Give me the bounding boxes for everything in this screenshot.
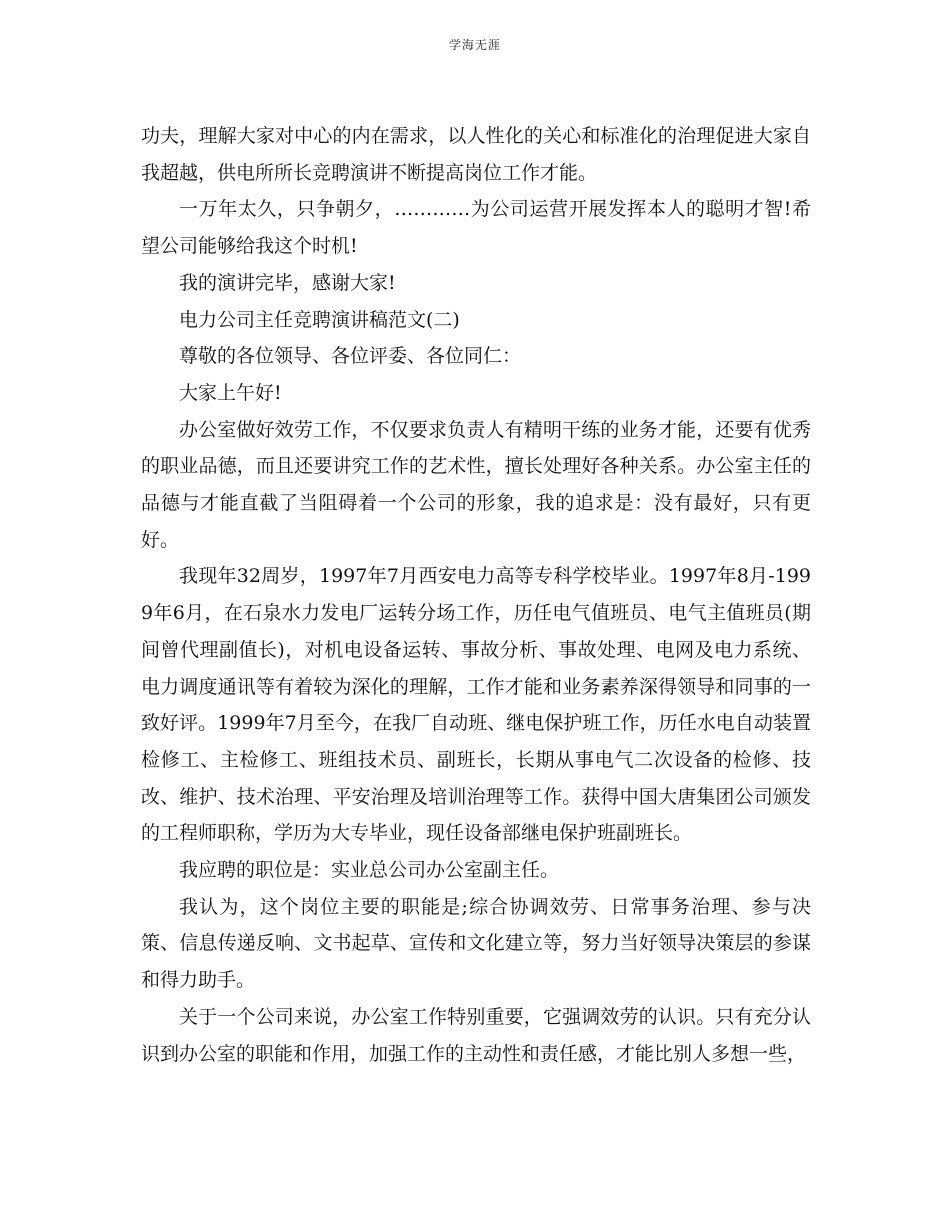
document-body xyxy=(141,118,811,1072)
paragraph: 办公室做好效劳工作，不仅要求负责人有精明干练的业务才能，还要有优秀的职业品德，而且还要讲究工作的艺术性，擅长处理好各种关系。办公室主任的品德与才能直截了当阻碍着一个公司的形象，我的追求是：没有最好，只有更好。 xyxy=(141,418,811,551)
page-header: 学海无涯 xyxy=(448,38,501,52)
paragraph: 我的演讲完毕，感谢大家! xyxy=(179,271,396,294)
paragraph: 电力公司主任竞聘演讲稿范文(二) xyxy=(179,308,460,331)
paragraph: 我现年32周岁，1997年7月西安电力高等专科学校毕业。1997年8月-1999年6月，在石泉水力发电厂运转分场工作，历任电气值班员、电气主值班员(期间曾代理副值长)，对机电设备运转、事故分析、事故处理、电网及电力系统、电力调度通讯等有着较为深化的理解，工作才能和业务素养深得领导和同事的一致好评。1999年7月至今，在我厂自动班、继电保护班工作，历任水电自动装置检修工、主检修工、班组技术员、副班长，长期从事电气二次设备的检修、技改、维护、技术治理、平安治理及培训治理等工作。获得中国大唐集团公司颁发的工程师职称，学历为大专毕业，现任设备部继电保护班副班长。 xyxy=(141,565,811,845)
paragraph: 关于一个公司来说，办公室工作特别重要，它强调效劳的认识。只有充分认识到办公室的职能和作用，加强工作的主动性和责任感，才能比别人多想一些， xyxy=(141,1005,811,1065)
paragraph: 尊敬的各位领导、各位评委、各位同仁： xyxy=(179,345,522,368)
paragraph: 我应聘的职位是：实业总公司办公室副主任。 xyxy=(179,859,560,882)
paragraph: 大家上午好! xyxy=(179,381,282,404)
paragraph: 我认为，这个岗位主要的职能是;综合协调效劳、日常事务治理、参与决策、信息传递反响、文书起草、宣传和文化建立等，努力当好领导决策层的参谋和得力助手。 xyxy=(141,895,811,992)
paragraph: 功夫，理解大家对中心的内在需求，以人性化的关心和标准化的治理促进大家自我超越，供电所所长竞聘演讲不断提高岗位工作才能。 xyxy=(141,125,811,184)
paragraph: 一万年太久，只争朝夕，…………为公司运营开展发挥本人的聪明才智!希望公司能够给我这个时机! xyxy=(141,198,811,258)
